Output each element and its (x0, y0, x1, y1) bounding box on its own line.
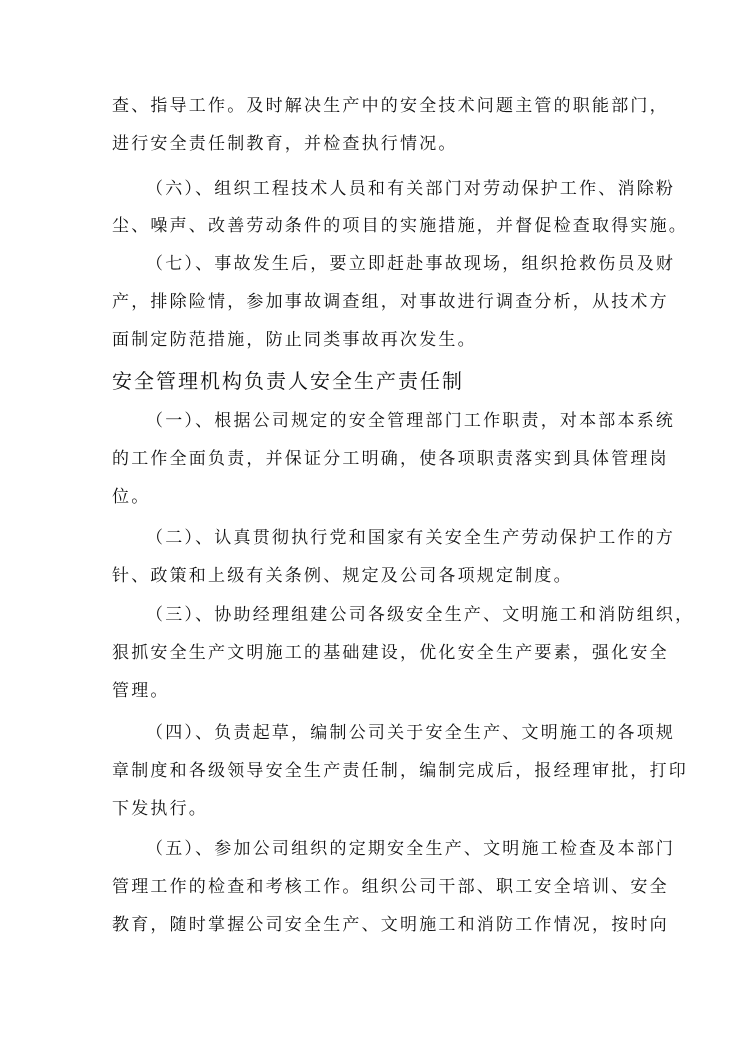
paragraph-line: 查、指导工作。及时解决生产中的安全技术问题主管的职能部门， (112, 96, 669, 116)
paragraph-line: （二）、认真贯彻执行党和国家有关安全生产劳动保护工作的方 (146, 528, 676, 548)
section-heading: 安全管理机构负责人安全生产责任制 (112, 369, 464, 393)
paragraph-line: 进行安全责任制教育，并检查执行情况。 (112, 134, 458, 154)
paragraph-line: 教育，随时掌握公司安全生产、文明施工和消防工作情况，按时向 (112, 915, 669, 935)
paragraph-line: （四）、负责起草，编制公司关于安全生产、文明施工的各项规 (146, 723, 676, 743)
paragraph-line: 狠抓安全生产文明施工的基础建设，优化安全生产要素，强化安全 (112, 643, 669, 663)
paragraph-line: 管理。 (112, 681, 170, 701)
paragraph-line: （一）、根据公司规定的安全管理部门工作职责，对本部本系统 (146, 411, 676, 431)
paragraph-line: 面制定防范措施，防止同类事故再次发生。 (112, 330, 477, 350)
paragraph-line: 位。 (112, 487, 151, 507)
paragraph-line: 尘、噪声、改善劳动条件的项目的实施措施，并督促检查取得实施。 (112, 216, 688, 236)
paragraph-line: 产，排除险情，参加事故调查组，对事故进行调查分析，从技术方 (112, 292, 669, 312)
paragraph-line: 针、政策和上级有关条例、规定及公司各项规定制度。 (112, 566, 573, 586)
paragraph-line: 下发执行。 (112, 799, 208, 819)
paragraph-line: （三）、协助经理组建公司各级安全生产、文明施工和消防组织， (146, 605, 695, 625)
paragraph-line: （六）、组织工程技术人员和有关部门对劳动保护工作、消除粉 (146, 179, 676, 199)
paragraph-line: 管理工作的检查和考核工作。组织公司干部、职工安全培训、安全 (112, 877, 669, 897)
paragraph-line: （五）、参加公司组织的定期安全生产、文明施工检查及本部门 (146, 839, 676, 859)
paragraph-line: （七）、事故发生后，要立即赶赴事故现场，组织抢救伤员及财 (146, 254, 676, 274)
paragraph-line: 章制度和各级领导安全生产责任制，编制完成后，报经理审批，打印 (112, 761, 688, 781)
paragraph-line: 的工作全面负责，并保证分工明确，使各项职责落实到具体管理岗 (112, 449, 669, 469)
